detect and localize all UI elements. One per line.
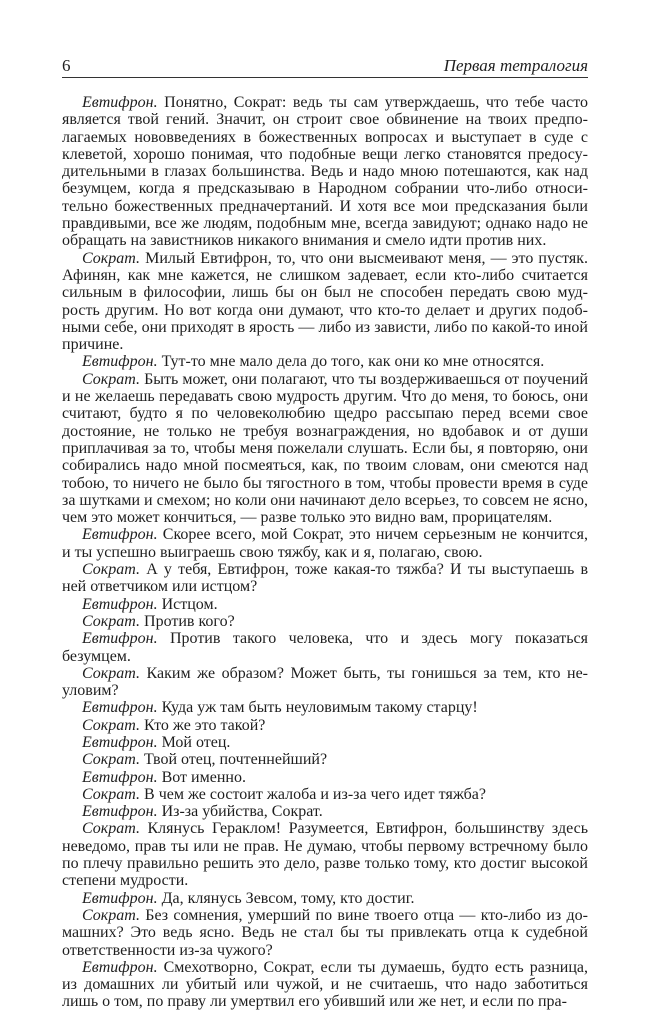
speech-text: Понятно, Сократ: ведь ты сам утверждаешь, что тебе часто является твой гений. Значит, он строит свое обвинение на твоих предполагаемых нововведениях в божественных вопросах и выступает в суде с клеветой, хорошо понимая, что подобные вещи легко становятся предосудительными в глазах большинства. Ведь и надо мною потешаются, как над безумцем, когда я предсказываю в Народном собрании что-либо относительно божественных предначертаний. И хотя все мои предсказания были правдивыми, все же людям, подобным мне, всегда завидуют; однако надо не обращать на завистников никакого внимания и смело идти против них.	[62, 94, 588, 250]
dialogue-paragraph	[62, 613, 588, 630]
speaker-name: Евтифрон.	[82, 733, 158, 751]
dialogue-paragraph	[62, 890, 588, 907]
dialogue-paragraph	[62, 371, 588, 527]
dialogue-paragraph	[62, 699, 588, 716]
running-title: Первая тетралогия	[443, 56, 588, 75]
speech-text: Без сомнения, умерший по вине твоего отца — кто-либо из домашних? Это ведь ясно. Ведь не стал бы ты привлекать отца к судебной ответственности из-за чужого?	[62, 906, 588, 959]
speech-text: Тут-то мне мало дела до того, как они ко мне относятся.	[157, 353, 545, 371]
speaker-name: Сократ.	[82, 785, 141, 803]
speech-text: Каким же образом? Может быть, ты гонишься за тем, кто неуловим?	[62, 664, 588, 700]
speaker-name: Сократ.	[82, 561, 141, 579]
speech-text: Против такого человека, что и здесь могу показаться безумцем.	[62, 630, 588, 665]
speech-text: Клянусь Гераклом! Разумеется, Евтифрон, большинству здесь неведомо, прав ты или не прав. Не думаю, чтобы первому встречному было по плечу правильно решить это дело, разве только тому, кто достиг высокой степени мудрости.	[62, 820, 588, 890]
speech-text: Из-за убийства, Сократ.	[157, 803, 323, 821]
speaker-name: Сократ.	[82, 820, 141, 838]
speaker-name: Евтифрон.	[82, 630, 158, 648]
speech-text: Мой отец.	[157, 733, 231, 751]
speaker-name: Евтифрон.	[82, 353, 158, 371]
speaker-name: Евтифрон.	[82, 958, 158, 976]
speech-text: Милый Евтифрон, то, что они высмеивают меня, — это пустяк. Афинян, как мне кажется, не слишком задевает, если кто-либо считается сильным в философии, лишь бы он был не способен передать свою мудрость другим. Но вот когда они думают, что кто-то делает и других подобными себе, они приходят в ярость — либо из зависти, либо по какой-то иной причине.	[62, 249, 588, 354]
speech-text: Твой отец, почтеннейший?	[140, 751, 328, 769]
speaker-name: Евтифрон.	[82, 526, 158, 544]
speech-text: В чем же состоит жалоба и из-за чего идет тяжба?	[140, 785, 486, 803]
speaker-name: Сократ.	[82, 370, 141, 388]
dialogue-paragraph	[62, 803, 588, 820]
dialogue-paragraph	[62, 959, 588, 1011]
speaker-name: Сократ.	[82, 612, 141, 630]
speaker-name: Сократ.	[82, 716, 141, 734]
speech-text: Смехотворно, Сократ, если ты думаешь, будто есть разница, из домашних ли убитый или чужой, и не считаешь, что надо заботиться лишь о том, по праву ли умертвил его убивший или же нет, и если по пра-	[62, 958, 588, 1011]
dialogue-text	[62, 94, 588, 1011]
dialogue-paragraph	[62, 907, 588, 959]
dialogue-paragraph	[62, 751, 588, 768]
dialogue-paragraph	[62, 820, 588, 889]
dialogue-paragraph	[62, 596, 588, 613]
speaker-name: Евтифрон.	[82, 94, 158, 111]
dialogue-paragraph	[62, 353, 588, 370]
speaker-name: Евтифрон.	[82, 699, 158, 717]
dialogue-paragraph	[62, 526, 588, 561]
dialogue-paragraph	[62, 630, 588, 665]
dialogue-paragraph	[62, 94, 588, 250]
speaker-name: Евтифрон.	[82, 803, 158, 821]
speech-text: Да, клянусь Зевсом, тому, кто достиг.	[157, 889, 415, 907]
speech-text: Скорее всего, мой Сократ, это ничем серьезным не кончится, и ты успешно выиграешь свою тяжбу, как и я, полагаю, свою.	[62, 526, 588, 561]
dialogue-paragraph	[62, 250, 588, 354]
speaker-name: Сократ.	[82, 249, 141, 267]
speech-text: Против кого?	[140, 612, 235, 630]
speaker-name: Сократ.	[82, 664, 141, 682]
dialogue-paragraph	[62, 734, 588, 751]
dialogue-paragraph	[62, 717, 588, 734]
dialogue-paragraph	[62, 786, 588, 803]
speech-text: Истцом.	[157, 595, 218, 613]
dialogue-paragraph	[62, 769, 588, 786]
speaker-name: Евтифрон.	[82, 595, 158, 613]
dialogue-paragraph	[62, 665, 588, 700]
page-number: 6	[62, 56, 71, 75]
speaker-name: Евтифрон.	[82, 889, 158, 907]
speech-text: Куда уж там быть неуловимым такому старцу!	[157, 699, 478, 717]
speech-text: Быть может, они полагают, что ты воздерживаешься от поучений и не желаешь передавать свою мудрость другим. Что до меня, то боюсь, они считают, будто я по человеколюбию щедро рассыпаю перед всеми свое достояние, не только не требуя вознаграждения, но вдобавок и от души приплачивая за то, чтобы меня пожелали слушать. Если бы, я повторяю, они собирались надо мной посмеяться, как, по твоим словам, они смеются над тобою, то ничего не было бы тягостного в том, чтобы провести время в суде за шутками и смехом; но коли они начинают дело всерьез, то совсем не ясно, чем это может кончиться, — разве только это видно вам, прорицателям.	[62, 370, 588, 527]
speaker-name: Евтифрон.	[82, 768, 158, 786]
page-header	[62, 0, 588, 75]
speaker-name: Сократ.	[82, 906, 141, 924]
book-page	[62, 0, 588, 1011]
speech-text: А у тебя, Евтифрон, тоже какая-то тяжба? И ты выступаешь в ней ответчиком или истцом?	[62, 561, 588, 596]
speaker-name: Сократ.	[82, 751, 141, 769]
header-rule	[62, 77, 588, 78]
speech-text: Вот именно.	[157, 768, 246, 786]
speech-text: Кто же это такой?	[140, 716, 266, 734]
dialogue-paragraph	[62, 561, 588, 596]
